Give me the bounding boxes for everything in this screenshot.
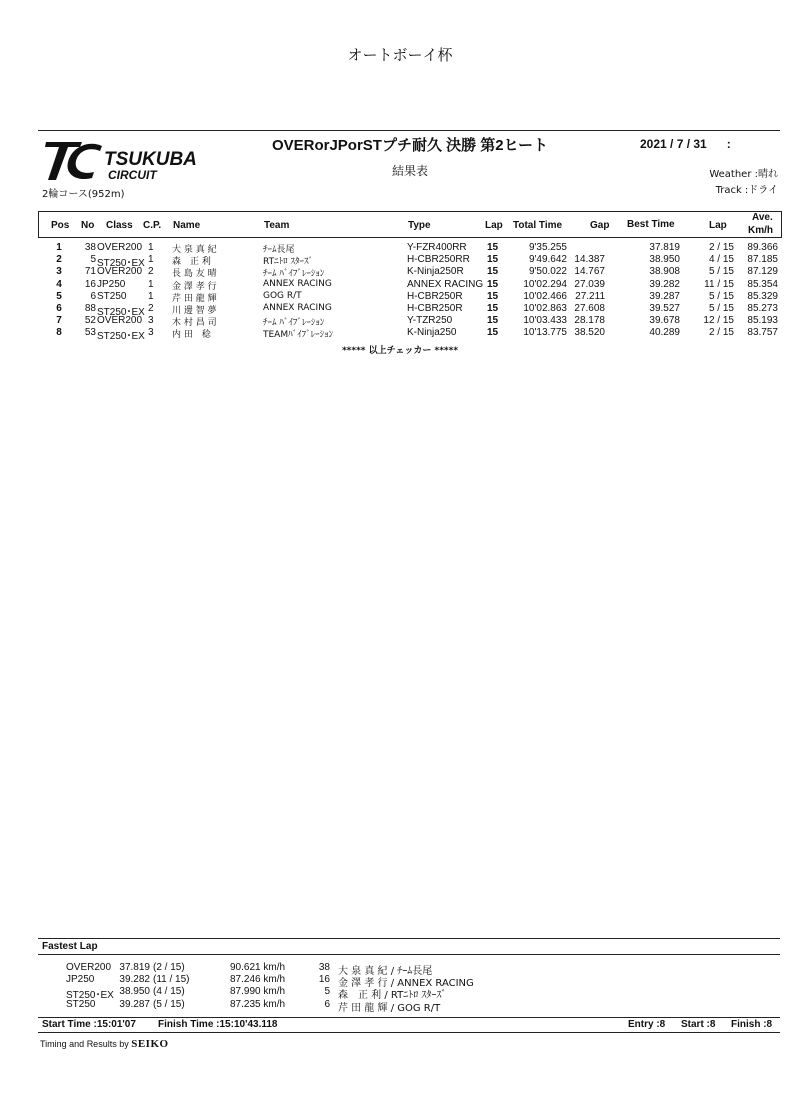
finish-count: Finish :8 (731, 1019, 773, 1030)
cell-ave: 87.129 (747, 266, 778, 278)
fastest-no: 16 (318, 974, 330, 986)
cell-no: 88 (84, 303, 96, 314)
cell-best-lap: 4 / 15 (708, 254, 734, 266)
cell-total-time: 9'49.642 (528, 254, 567, 266)
cell-best-lap: 12 / 15 (703, 315, 734, 327)
cell-lap: 15 (487, 242, 499, 253)
cell-cp: 3 (148, 315, 154, 327)
cell-lap: 15 (487, 327, 499, 339)
cell-gap: 27.608 (574, 303, 605, 314)
cell-best-lap: 5 / 15 (708, 290, 734, 302)
cell-name: 金 澤 孝 行 (172, 281, 217, 292)
cell-class: ST250･EX (97, 331, 145, 343)
fastest-speed: 87.246 km/h (230, 974, 286, 986)
page-caption: オートボーイ杯 (347, 46, 453, 64)
cell-class: JP250 (97, 278, 126, 290)
fastest-time: 38.950 (119, 986, 150, 998)
cell-type: K-Ninja250R (407, 266, 464, 278)
checkered-footnote: ***** 以上チェッカー ***** (341, 346, 459, 356)
cell-total-time: 10'13.775 (523, 327, 567, 339)
cell-class: ST250･EX (97, 258, 145, 270)
cell-no: 71 (84, 266, 96, 278)
cell-best-time: 39.287 (649, 290, 680, 302)
cell-cp: 1 (148, 242, 154, 253)
cell-name: 森 正 利 (172, 257, 211, 268)
col-cp: C.P. (143, 220, 162, 231)
fastest-no: 5 (324, 986, 330, 998)
cell-gap: 28.178 (574, 315, 605, 327)
cell-type: H-CBR250R (407, 303, 463, 314)
fastest-speed: 87.235 km/h (230, 998, 286, 1010)
cell-pos: 4 (56, 278, 62, 290)
cell-ave: 83.757 (747, 327, 778, 339)
col-gap: Gap (590, 220, 610, 231)
col-total-time: Total Time (513, 220, 563, 231)
fastest-lap-number: (2 / 15) (153, 962, 185, 973)
fastest-rider-team: 大 泉 真 紀 / ﾁｰﾑ長尾 (338, 966, 433, 977)
cell-pos: 3 (56, 266, 62, 278)
logo-word-circuit: CIRCUIT (108, 168, 157, 182)
fastest-speed: 90.621 km/h (230, 962, 286, 973)
cell-ave: 85.193 (747, 315, 778, 327)
cell-cp: 2 (148, 303, 154, 314)
cell-no: 6 (90, 290, 96, 302)
cell-name: 長 島 友 晴 (172, 269, 217, 280)
cell-total-time: 10'02.863 (523, 303, 567, 314)
cell-ave: 87.185 (747, 254, 778, 266)
cell-best-time: 38.950 (649, 254, 680, 266)
cell-class: OVER200 (97, 315, 143, 327)
fastest-class: OVER200 (66, 962, 112, 973)
cell-name: 川 邊 智 夢 (172, 306, 217, 316)
cell-pos: 7 (56, 315, 62, 327)
cell-team: ANNEX RACING (263, 278, 332, 289)
cell-class: OVER200 (97, 242, 143, 253)
cell-best-lap: 5 / 15 (708, 303, 734, 314)
cell-ave: 89.366 (747, 242, 778, 253)
timing-prefix: Timing and Results by (40, 1039, 132, 1049)
start-count: Start :8 (681, 1019, 716, 1030)
cell-best-time: 39.282 (649, 278, 680, 290)
cell-team: ﾁｰﾑ ﾊﾞｲﾌﾞﾚｰｼｮﾝ (263, 318, 325, 329)
cell-lap: 15 (487, 290, 499, 302)
cell-best-time: 37.819 (649, 242, 680, 253)
cell-class: ST250･EX (97, 307, 145, 318)
cell-total-time: 10'03.433 (523, 315, 567, 327)
cell-name: 芹 田 龍 輝 (172, 293, 217, 304)
cell-cp: 1 (148, 254, 154, 266)
cell-cp: 1 (148, 278, 154, 290)
col-lap: Lap (485, 220, 503, 231)
track-label: Track :ドライ (715, 185, 778, 196)
cell-no: 5 (90, 254, 96, 266)
cell-type: Y-TZR250 (407, 315, 453, 327)
cell-no: 53 (84, 327, 96, 339)
cell-best-lap: 2 / 15 (708, 327, 734, 339)
fastest-lap-divider (38, 954, 780, 955)
entry-count: Entry :8 (628, 1019, 666, 1030)
cell-name: 内 田 稔 (172, 330, 211, 341)
fastest-time: 37.819 (119, 962, 150, 973)
col-name: Name (173, 220, 201, 231)
fastest-no: 38 (318, 962, 330, 973)
cell-team: ﾁｰﾑ長尾 (263, 245, 295, 255)
col-type: Type (408, 220, 431, 231)
col-best-time: Best Time (627, 219, 675, 230)
cell-type: H-CBR250RR (407, 254, 470, 266)
cell-no: 38 (84, 242, 96, 253)
cell-type: ANNEX RACING (407, 278, 484, 290)
cell-best-time: 39.678 (649, 315, 680, 327)
cell-team: GOG R/T (263, 290, 302, 301)
cell-no: 16 (84, 278, 96, 290)
cell-class: ST250 (97, 290, 127, 302)
col-team: Team (264, 220, 290, 231)
cell-best-lap: 11 / 15 (704, 278, 734, 290)
fastest-lap-title: Fastest Lap (42, 941, 98, 952)
cell-best-time: 39.527 (649, 303, 680, 314)
cell-team: RTﾆﾄﾛ ｽﾀｰｽﾞ (263, 257, 313, 268)
cell-team: TEAMﾊﾞｲﾌﾞﾚｰｼｮﾝ (263, 330, 334, 341)
cell-name: 木 村 昌 司 (172, 318, 217, 329)
cell-cp: 2 (148, 266, 154, 278)
cell-best-lap: 2 / 15 (708, 242, 734, 253)
col-no: No (81, 220, 95, 231)
timing-credit (40, 1038, 169, 1050)
cell-best-time: 38.908 (649, 266, 680, 278)
cell-lap: 15 (487, 315, 499, 327)
seiko-brand: SEIKO (131, 1038, 169, 1050)
cell-gap: 27.211 (575, 290, 605, 302)
cell-ave: 85.329 (747, 290, 778, 302)
fastest-rider-team: 森 正 利 / RTﾆﾄﾛ ｽﾀｰｽﾞ (338, 990, 447, 1002)
cell-class: OVER200 (97, 266, 143, 278)
course-label: 2輪コース(952m) (42, 189, 125, 200)
footer-rule (38, 1032, 780, 1033)
col-ave-1: Ave. (752, 212, 773, 223)
fastest-speed: 87.990 km/h (230, 986, 286, 998)
cell-lap: 15 (487, 303, 499, 314)
fastest-class: JP250 (66, 974, 95, 986)
fastest-rider-team: 芹 田 龍 輝 / GOG R/T (338, 1002, 441, 1014)
cell-type: K-Ninja250 (407, 327, 457, 339)
cell-gap: 14.767 (574, 266, 605, 278)
fastest-class: ST250 (66, 998, 96, 1010)
header-top-rule (38, 130, 780, 131)
race-date: 2021 / 7 / 31 : (640, 137, 731, 151)
cell-lap: 15 (487, 266, 499, 278)
cell-total-time: 10'02.466 (523, 290, 567, 302)
cell-gap: 38.520 (574, 327, 605, 339)
race-subtitle: 結果表 (391, 164, 428, 178)
cell-type: H-CBR250R (407, 290, 463, 302)
cell-best-time: 40.289 (649, 327, 680, 339)
race-title: OVERorJPorSTプチ耐久 決勝 第2ヒート (271, 137, 549, 154)
cell-total-time: 10'02.294 (523, 278, 567, 290)
cell-ave: 85.354 (747, 278, 778, 290)
cell-ave: 85.273 (747, 303, 778, 314)
start-time: Start Time :15:01'07 (42, 1019, 136, 1030)
col-pos: Pos (51, 220, 70, 231)
col-best-lap: Lap (709, 220, 727, 231)
tsukuba-circuit-logo (42, 136, 232, 184)
cell-team: ANNEX RACING (263, 303, 332, 313)
cell-pos: 2 (56, 254, 62, 266)
finish-time: Finish Time :15:10'43.118 (158, 1019, 278, 1030)
weather-label: Weather :晴れ (709, 169, 778, 180)
cell-pos: 1 (56, 242, 62, 253)
cell-pos: 6 (56, 303, 62, 314)
cell-total-time: 9'35.255 (528, 242, 567, 253)
cell-total-time: 9'50.022 (528, 266, 567, 278)
cell-cp: 1 (148, 290, 154, 302)
cell-best-lap: 5 / 15 (708, 266, 734, 278)
cell-pos: 5 (56, 290, 62, 302)
fastest-lap-number: (11 / 15) (153, 974, 190, 986)
fastest-lap-number: (4 / 15) (153, 986, 185, 998)
col-ave-2: Km/h (748, 225, 773, 236)
cell-lap: 15 (487, 278, 499, 290)
cell-gap: 14.387 (574, 254, 605, 266)
cell-lap: 15 (487, 254, 499, 266)
logo-word-tsukuba: TSUKUBA (104, 149, 197, 170)
col-class: Class (106, 220, 133, 231)
cell-team: ﾁｰﾑ ﾊﾞｲﾌﾞﾚｰｼｮﾝ (263, 269, 325, 280)
cell-cp: 3 (148, 327, 154, 339)
results-header (38, 211, 782, 238)
fastest-no: 6 (324, 998, 330, 1010)
cell-name: 大 泉 真 紀 (172, 245, 217, 255)
fastest-lap-number: (5 / 15) (153, 998, 185, 1010)
cell-type: Y-FZR400RR (407, 242, 467, 253)
fastest-class: ST250･EX (66, 990, 114, 1002)
cell-gap: 27.039 (574, 278, 605, 290)
fastest-time: 39.282 (119, 974, 150, 986)
cell-no: 52 (84, 315, 96, 327)
fastest-time: 39.287 (119, 998, 150, 1010)
fastest-rider-team: 金 澤 孝 行 / ANNEX RACING (338, 978, 474, 990)
cell-pos: 8 (56, 327, 62, 339)
